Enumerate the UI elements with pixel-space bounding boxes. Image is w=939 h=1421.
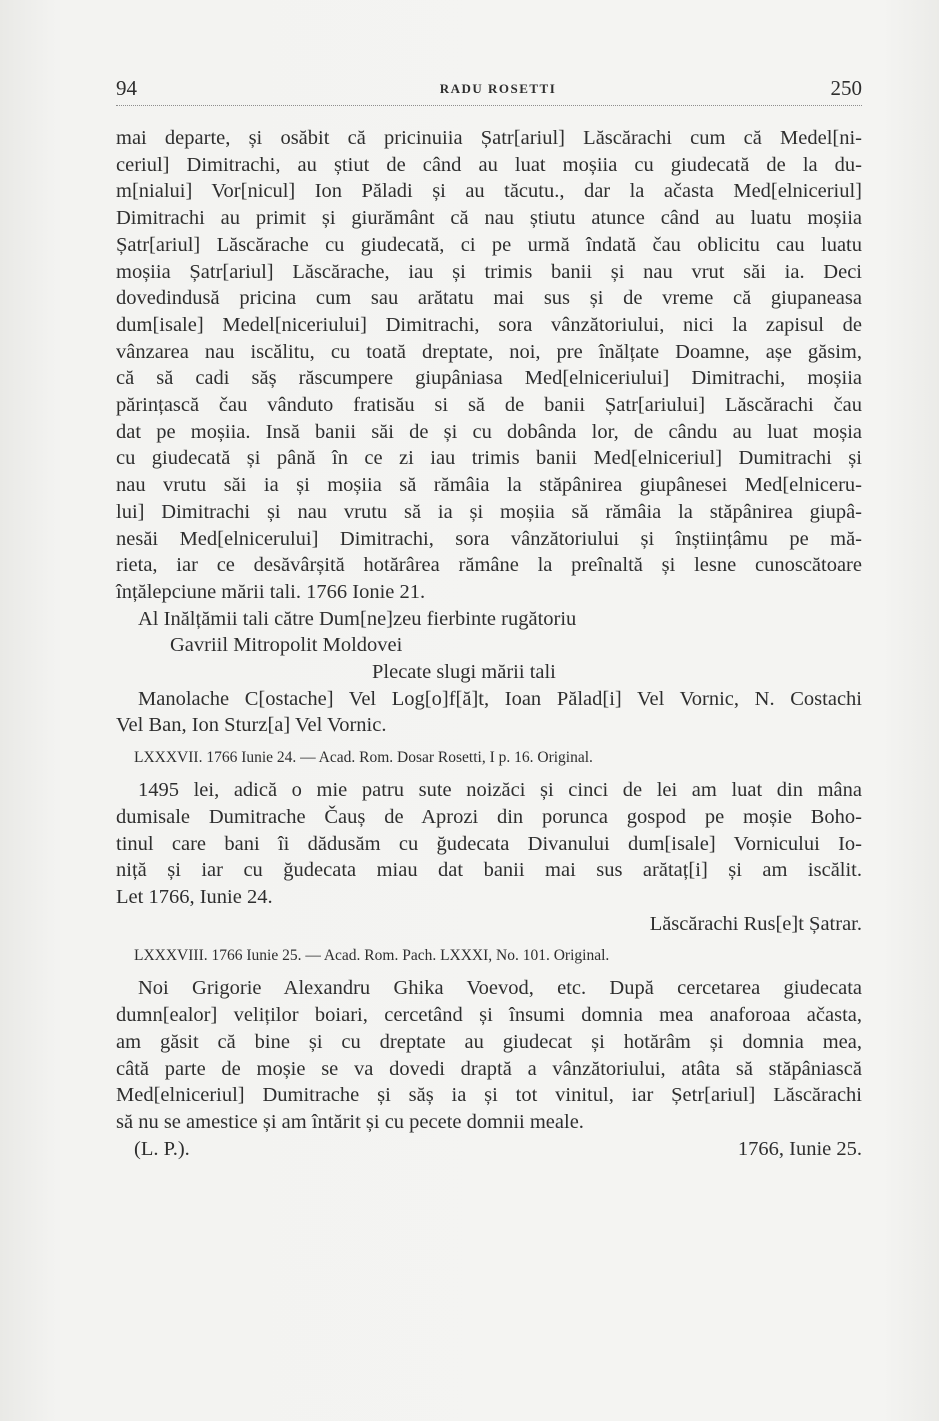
text-line: Dimitrachi au primit și giurământ că nau știutu atunce când au luatu moșiia [116,207,862,230]
text-line: niță și iar cu ğudecata miau dat banii mai sus arătaț[i] și am iscălit. [116,859,862,882]
text-line: 1495 lei, adică o mie patru sute noizăci și cinci de lei am luat din mâna [138,779,862,802]
text-line: dat pe moșiia. Insă banii săi de și cu dobânda lor, de cându au luat moșia [116,420,862,443]
signature-metropolitan: Gavriil Mitropolit Moldovei [170,634,403,657]
document-reference: LXXXVIII. 1766 Iunie 25. — Acad. Rom. Pach. LXXXI, No. 101. Original. [134,947,610,965]
document-date: 1766, Iunie 25. [737,1137,862,1160]
text-line: Med[elniceriul] Dumitrache și săș ia și tot vinitul, iar Șetr[ariul] Lăscărachi [116,1084,862,1107]
text-line: dovedindusă pricina cum sau arătatu mai sus și de vreme că giupaneasa [116,287,862,310]
closing-formula: Al Inălțămii tali către Dum[ne]zeu fierbinte rugătoriu [138,607,577,630]
servants-heading: Plecate slugi mării tali [372,661,556,684]
text-line: nau vrutu săi ia și moșiia să rămâia la stăpânirea giupânesei Med[elniceru- [116,474,862,497]
text-line: înțălepciune mării tali. 1766 Ionie 21. [116,580,426,603]
text-line: dumisale Dumitrache Čauș de Aprozi din porunca gospod pe moșie Boho- [116,805,862,828]
document-number: 250 [830,76,862,100]
text-line: moșiia Șatr[ariul] Lăscărache, iau și trimis banii și nau vrut săi ia. Deci [116,260,862,283]
seal-date-line [116,1136,862,1163]
text-line: nesăi Med[elnicerului] Dimitrachi, sora vânzătoriului și înștiințâmu pe mă- [116,527,862,550]
text-line: lui] Dimitrachi și nau vrutu să ia și moșiia să rămâia la stăpânirea giupâ- [116,500,862,523]
text-line: am găsit că bine și cu dreptate au giudecat și hotărâm și domnia mea, [116,1030,862,1053]
text-line: Noi Grigorie Alexandru Ghika Voevod, etc. După cercetarea giudecata [138,977,862,1000]
seal-mark: (L. P.). [134,1137,190,1160]
page-header [116,76,862,104]
text-line: să nu se amestice și am întărit și cu pecete domnii meale. [116,1110,584,1133]
text-line: cu giudecată și până în ce zi iau trimis banii Med[elniceriul] Dumitrachi și [116,447,862,470]
text-line: m[nialui] Vor[nicul] Ion Păladi și au tăcutu., dar la ačasta Med[elniceriul] [116,180,862,203]
text-line: dum[isale] Medel[niceriului] Dimitrachi, sora vânzătoriului, nici la zapisul de [116,313,862,336]
text-line: câtă parte de moșie se va dovedi draptă a vânzătoriului, atâta să stăpâniască [116,1057,862,1080]
document-reference: LXXXVII. 1766 Iunie 24. — Acad. Rom. Dosar Rosetti, I p. 16. Original. [134,749,593,767]
running-title: RADU ROSETTI [439,81,557,96]
header-rule [116,105,862,106]
text-line: ceriul] Dimitrachi, au știut de când au luat moșiia cu giudecată de la du- [116,153,862,176]
page-body [116,125,862,1162]
text-line: că să cadi săș răscumpere giupâniasa Med[elniceriului] Dimitrachi, moșiia [116,367,862,390]
page-number: 94 [116,76,137,100]
signers-line: Vel Ban, Ion Sturz[a] Vel Vornic. [116,714,387,737]
text-line: părințască čau vânduto fratisău si să de banii Șatr[ariului] Lăscărachi čau [116,394,862,417]
text-line: mai departe, și osăbit că pricinuiia Șatr[ariul] Lăscărachi cum că Medel[ni- [116,127,862,149]
signers-line: Manolache C[ostache] Vel Log[o]f[ă]t, Ioan Pălad[i] Vel Vornic, N. Costachi [138,687,862,710]
text-line: Let 1766, Iunie 24. [116,885,273,908]
text-line: Șatr[ariul] Lăscărache cu giudecată, ci pe urmă îndată čau oblicitu cau luatu [116,233,862,256]
text-line: dumn[ealor] veliților boiari, cercetând și însumi domnia mea anaforoaa ačasta, [116,1004,862,1027]
text-line: vânzarea nau iscălitu, cu toată dreptate, noi, pre înălțate Doamne, așe găsim, [116,340,862,363]
signature: Lăscărachi Rus[e]t Șatrar. [649,912,862,935]
text-line: rieta, iar ce desăvârșită hotărârea rămâne la preînaltă și lesne cunoscătoare [116,554,862,577]
text-line: tinul care bani îi dădusăm cu ğudecata Divanului dum[isale] Vornicului Io- [116,832,862,855]
